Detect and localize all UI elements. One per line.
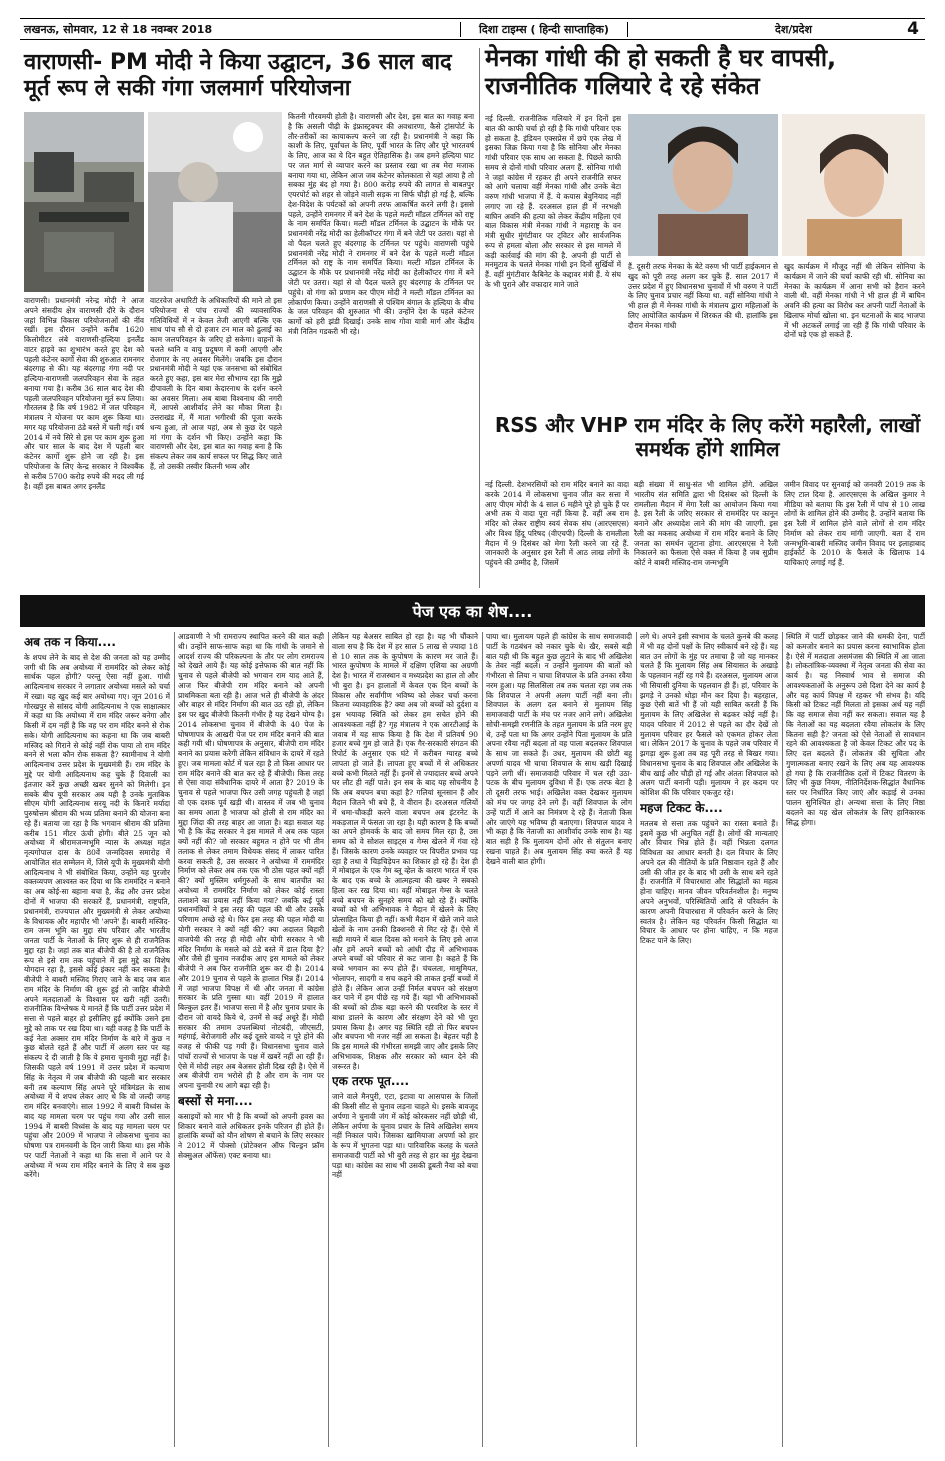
continued-col-2-text: आडवाणी ने भी रामराज्य स्थापित करने की बात कही थी। उन्होंने साफ-साफ कहा था कि गांधी के जमाने से आदर्श राज्य की परिकल्पना के तौर पर लोग रामराज्य को देखते आये हैं। यह कोई इत्तेफाक की बात नहीं कि चुनाव से पहले बीजेपी को भगवान राम याद आते हैं, आज फिर बीजेपी राम मंदिर बनाने को अपनी प्राथमिकता बता रही है। आज भले ही बीजेपी के अंदर और बाहर से मंदिर निर्माण की बात उठ रही हो, लेकिन इस पर खुद बीजेपी कितनी गंभीर है यह देखने योग्य है। 2014 लोकसभा चुनाव में बीजेपी के 40 पेज के घोषणापत्र के आखरी पेज पर राम मंदिर बनाने की बात कही गयी थी। घोषणापत्र के अनुसार, बीजेपी राम मंदिर बनाने का प्रयास करेगी लेकिन संविधान के दायरे में रहते हुए। जब मामला कोर्ट में चल रहा है तो किस आधार पर राम मंदिर बनाने की बात कर रहे हैं बीजेपी। किस तरह से ऐसा वादा संवैधानिक दायरे में आता है? 2019 के चुनाव से पहले भाजपा फिर उसी जगह पहुंचती है जहां वो एक दशक पूर्व खड़ी थी। वास्तव में जब भी चुनाव का समय आता है भाजपा को होली से राम मंदिर का मुद्दा जिंदा की तरह बाहर आ जाता है। बड़ा सवाल यह भी है कि केंद्र सरकार ने इस मामले में अब तक पहल क्यों नहीं की? जो सरकार बहुमत न होने पर भी तीन तलाक से लेकर तमाम विधेयक संसद में लाकर पारित करवा सकती है, उस सरकार ने अयोध्या में राममंदिर निर्माण को लेकर अब तक एक भी ठोस पहल क्यों नहीं की? क्यों मुस्लिम धर्मगुरुओं के साथ बातचीत का अयोध्या में राममंदिर निर्माण को लेकर कोई रास्ता तलाशने का प्रयास नहीं किया गया? जबकि कई पूर्व प्रधानमंत्रियों ने इस तरह की पहल की थी और उसके परिणाम अच्छे रहे थे। फिर इस तरह की पहल मोदी या योगी सरकार ने क्यों नहीं की? क्या अदालत बिहारी वाजपेयी की तरह ही मोदी और योगी सरकार ने भी मंदिर निर्माण के मसले को ठंडे बस्ते में डाल दिया है? और जैसे ही चुनाव नजदीक आए इस मामले को लेकर बीजेपी ने अब फिर राजनीति शुरू कर दी है। 2014 और 2019 चुनाव से पहले के हालात भिन्न हैं। 2014 में जहां भाजपा विपक्ष में थी और जनता में कांग्रेस सरकार के प्रति गुस्सा था। वहीं 2019 में हालात बिल्कुल इतर हैं। भाजपा सत्ता में है और चुनाव प्रचार के दौरान जो वायदे किये थे, उनमें से कई अधूरे हैं। मोदी सरकार की तमाम उपलब्धियां नोटबंदी, जीएसटी, महंगाई, बेरोजगारी और कई दूसरे वायदे न पूरे होने की वजह से फीकी पड़ गयी हैं। विधानसभा चुनाव वाले पांचों राज्यों से भाजपा के पक्ष में खबरें नहीं आ रही हैं। ऐसे में मोदी लहर अब बेअसर होती दिख रही है। ऐसे में अब बीजेपी राम भरोसे ही है और राम के नाम पर अपना चुनावी रथ आगे बढ़ा रही है। bbox=[178, 632, 324, 1091]
maneka-col-1: नई दिल्ली. राजनीतिक गलियारे में इन दिनों इस बात की काफी चर्चा हो रही है कि गांधी परिवार एक हो सकता है. इंडियन एक्सप्रेस में छपे एक लेख में इसका जिक्र किया गया है कि सोनिया और मेनका गांधी परिवार एक साथ आ सकता है. पिछले काफी समय से दोनों गांधी परिवार अलग हैं. सोनिया गांधी ने जहां कांग्रेस में रहकर ही अपने राजनीति सफर को आगे चलाया वहीं मेनका गांधी और उनके बेटा वरुण गांधी भाजपा में हैं. ये कयास बेवुनियाद नहीं लगाए जा रहे हैं. दरअसल हाल ही में नरभक्षी बाघिन अवनि की हत्या को लेकर केंद्रीय महिला एवं बाल विकास मंत्री मेनका गांधी ने महाराष्ट्र के वन मंत्री सुधीर मुंगंटीवार पर ट्विटर और सार्वजनिक रूप से हमला बोला और सरकार से इस मामले में कड़ी कार्रवाई की मांग की है. अपनी ही पार्टी से मनमुटाव के चलते मेनका गांधी इन दिनों सुर्खियों में हैं. वहीं मुंगंटीवार कैबिनेट के कद्दावर मंत्री हैं. ये संघ के भी पुराने और वफादार माने जाते bbox=[485, 114, 621, 290]
continued-col-3 bbox=[332, 632, 478, 1447]
dateline: लखनऊ, सोमवार, 12 से 18 नवम्बर 2018 bbox=[24, 22, 213, 36]
continued-col-3b-text: जाने वाले मैनपुरी, एटा, इटावा या आसपास के जिलों की किसी सीट से चुनाव लड़ना चाहते थे। इसके बावजूद अर्पणा ने चुनावी जंग में कोई कोरकसर नहीं छोड़ी थी, लेकिन अर्पणा के चुनाव प्रचार के लिये अखिलेश समय नहीं निकाल पाये। जिसका खामियाजा अपर्णा को हार के रूप में भुगतना पड़ा था। पारिवारिक कलह के चलते समाजवादी पार्टी को भी बुरी तरह से हार का मुंह देखना पड़ा था। कांग्रेस का साथ भी उसकी डूबती नैया को बचा नहीं bbox=[332, 1092, 478, 1180]
headline-maneka: मेनका गांधी की हो सकती है घर वापसी, राजनीतिक गलियारे दे रहे संकेत bbox=[485, 44, 837, 101]
continued-col-5b-text: मतलब से सत्ता तक पहुंचने का रास्ता बनाते हैं। इसमें कुछ भी अनुचित नहीं है। लोगों की मान्यताएं और विचार भिन्न होते हैं। वहीं भिन्नता दलगत विविधता का आधार बनती है। दल विचार के लिए अपने दल की नीतियों के प्रति निष्ठावान रहते हैं और उसी की जीत हर के बाद भी उसी के साथ बने रहते हैं। राजनीति में विचारधारा और सिद्धांतों का महत्व होना चाहिए। मानव जीवन परिवर्तनशील है। मनुष्य अपने अनुभवों, परिस्थितियों आदि से परिवर्तन के कारण अपनी विचारधारा में परिवर्तन करने के लिए स्वतंत्र है। लेकिन यह परिवर्तन किसी सिद्धांत या विचार के आधार पर होना चाहिए, न कि महज टिकट पाने के लिए। bbox=[640, 818, 778, 946]
rss-col-1: नई दिल्ली. देशभरसियों को राम मंदिर बनाने का वादा करके 2014 में लोकसभा चुनाव जीत कर सत्ता में आए पीएम मोदी के 4 साल 6 महीने पूरे हो चुके हैं पर अभी तक ये वादा पूरा नहीं किया है. वहीं अब राम मंदिर को लेकर राष्ट्रीय स्वयं सेवक संघ (आरएसएस) और विश्व हिंदू परिषद (वीएचपी) दिल्ली के रामलीला मैदान में 9 दिसंबर को मेगा रैली करने जा रहे हैं. जानकारी के अनुसार इस रैली में आठ लाख लोगों के पहुंचने की उम्मीद है, जिसमें bbox=[485, 480, 629, 568]
section-label: देश/प्रदेश bbox=[775, 22, 812, 36]
continued-col-2 bbox=[178, 632, 324, 1447]
divider-vertical bbox=[174, 632, 175, 1447]
rss-col-2: बड़ी संख्या में साधु-संत भी शामिल होंगे. अखिल भारतीय संत समिति द्वारा भी दिसंबर को दिल्ली के रामलीला मैदान में मेगा रैली का आयोजन किया गया है. इस रैली के जरिए सरकार से राममंदिर पर कानून बनाने और अध्यादेश लाने की मांग की जाएगी. इस रैली का मकसद अयोध्या में राम मंदिर बनाने के लिए जनता का समर्थन जुटाना होगा. आरएसएस ने रैली निकालने का फैसला ऐसे वक्त में किया है जब सुप्रीम कोर्ट ने बाबरी मस्जिद-राम जन्मभूमि bbox=[634, 480, 778, 568]
varanasi-col-1: वाराणसी। प्रधानमंत्री नरेन्द्र मोदी ने आज अपने संसदीय क्षेत्र वाराणसी दौरे के दौरान जहां विभिन्न विकास परियोजनाओं की नींव रखीं। इस दौरान उन्होंने करीब 1620 किलोमीटर लंबे वाराणसी-हल्दिया इनलैंड वाटर हाइवे का शुभारंभ करते हुए देश को पहली कंटेनर कार्गो सेवा की शुरुआत रामनगर बंदरगाह से की। यह बंदरगाह गंगा नदी पर हल्दिया-वाराणसी जलपरिवहन सेवा के तहत बनाया गया है। करीब 36 साल बाद देश की पहली जलपरिवहन परियोजना मूर्त रूप लिया। गौरतलब है कि वर्ष 1982 में जल परिवहन मंत्रालय ने योजना पर काम शुरू किया था। मगर यह परियोजना ठंडे बस्ते में चली गई। वर्ष 2014 में नये सिरे से इस पर काम शुरू हुआ और चार साल के बाद देश में पहली बार कंटेनर कार्गो शुरू होने जा रही है। इस परियोजना के लिए केन्द्र सरकार ने विश्वबैंक से करीब 5700 करोड़ रुपये की मदद ली गई है। वहीं इस बाबत अगर इनलैंड bbox=[24, 296, 144, 491]
divider-vertical bbox=[636, 632, 637, 1447]
divider-vertical bbox=[482, 632, 483, 1447]
continued-col-1 bbox=[24, 632, 170, 1447]
divider-vertical bbox=[479, 48, 480, 588]
photo-sonia-gandhi bbox=[782, 114, 925, 256]
maneka-portrait bbox=[628, 114, 778, 256]
subhead-ab-tak: अब तक न किया.... bbox=[24, 635, 116, 649]
continued-col-2b-text: कसाइयों को मार भी है कि बच्चों को अपनी हवस का शिकार बनाने वाले अधिकतर इनके परिजन ही होते हैं। हालांकि बच्चों को यौन शोषण से बचाने के लिए सरकार ने 2012 में पोक्सो (प्रोटेक्शन ऑफ चिल्ड्रन फ्रॉम सेक्सुअल ऑफेंस) एक्ट बनाया था। bbox=[178, 1111, 324, 1160]
continued-banner bbox=[20, 595, 925, 627]
continued-col-5 bbox=[640, 632, 778, 1447]
pm-speech-image bbox=[148, 112, 282, 292]
page-number: 4 bbox=[907, 19, 919, 39]
continued-col-5-text: लगे थे। अपने इसी स्वभाव के चलते कुनबे की कलह में भी वह दोनों पक्षों के लिए स्वीकार्य बने रहे हैं। यह बात उन लोगों के मुंह पर तमाचा है जो यह मानकर चलते हैं कि मुलायम सिंह अब सियासत के अखाड़े के पहलवान नहीं रह गये हैं। दरअसल, मुलायम आज भी सियासी दुनिया के पहलवान ही हैं। हां, परिवार के झगड़े ने उनको थोड़ा मौन कर दिया है। बहरहाल, कुछ ऐसी बातें भी हैं जो यही साबित करती हैं कि मुलायम के लिए अखिलेश से बढ़कर कोई नहीं है। यादव परिवार में 2012 से पहले का दौर देखें तो मुलायम परिवार हर फैसले को एकमत होकर लेता था। लेकिन 2017 के चुनाव के पहले जब परिवार में झगड़ा शुरू हुआ तब वह पूरी तरह से बिखर गया। विधानसभा चुनाव के बाद शिवपाल और अखिलेश के बीच खाई और चौड़ी हो गई और अंततः शिवपाल को अलग पार्टी बनानी पड़ी। मुलायम ने हर कदम पर कोशिश की कि परिवार एकजुट रहे। bbox=[640, 632, 778, 798]
river-port-image bbox=[24, 112, 144, 292]
divider-vertical bbox=[328, 632, 329, 1447]
continued-col-6: स्थिति में पार्टी छोड़कर जाने की धमकी देना, पार्टी को कमजोर बनाने का प्रयास करना स्वाभाविक होता है। ऐसे में मतदाता असमंजस की स्थिति में आ जाता है। लोकतांत्रिक-व्यवस्था में नेतृत्व जनता की सेवा का कार्य है। यह निस्वार्थ भाव से समाज की आवश्यकताओं के अनुरूप उसे दिशा देने का कार्य है और यह कार्य विपक्ष में रहकर भी संभव है। यदि किसी को टिकट नहीं मिलता तो इसका अर्थ यह नहीं कि वह समाज सेवा नहीं कर सकता। सवाल यह है कि नेताओं का यह बदलता रवैया लोकतंत्र के लिए कितना सही है? जनता को ऐसे नेताओं से सावधान रहने की आवश्यकता है जो केवल टिकट और पद के लिए दल बदलते हैं। लोकतंत्र की सुचिता और गुणात्मकता बनाए रखने के लिए अब यह आवश्यक हो गया है कि राजनीतिक दलों में टिकट वितरण के लिए भी कुछ नियम, नीतिनिर्देशक-सिद्धांत वैधानिक स्तर पर निर्धारित किए जाएं और कड़ाई से उनका पालन सुनिश्चित हो। अन्यथा सत्ता के लिए निष्ठा बदलने का यह खेल लोकतंत्र के लिए हानिकारक सिद्ध होगा। bbox=[786, 632, 925, 827]
subhead-mahaj-ticket: महज टिकट के.... bbox=[640, 801, 723, 816]
page-header bbox=[20, 18, 925, 40]
divider-vertical bbox=[782, 632, 783, 1447]
maneka-col-2: हैं. दूसरी तरफ मेनका के बेटे वरुण भी पार्टी हाईकमान से खुद को पूरी तरह अलग कर चुके हैं. साल 2017 में उत्तर प्रदेश में हुए विधानसभा चुनावों में भी वरुण ने पार्टी के लिए चुनाव प्रचार नहीं किया था. वहीं सोनिया गांधी ने भी हाल ही में मेनका गांधी के मंत्रालय द्वारा महिलाओं के लिए आयोजित कार्यक्रम में शिरकत की थी. हालांकि इस दौरान मेनका गांधी bbox=[628, 262, 778, 330]
paper-name: दिशा टाइम्स ( हिन्दी साप्ताहिक) bbox=[460, 22, 628, 37]
photo-modi-ganga bbox=[24, 112, 144, 292]
banner-text: पेज एक का शेष.... bbox=[412, 602, 533, 621]
continued-col-3-text: लेकिन यह बेअसर साबित हो रहा है। यह भी चौंकाने वाला सच है कि देश में हर साल 5 लाख से ज्यादा 18 से 10 साल तक के कुपोषण के कारण मर जाते हैं। भारत कुपोषण के मामले में दक्षिण एशिया का अग्रणी देश है। भारत में राजस्थान व मध्यप्रदेश का हाल तो और भी बुरा है। इन हालातों में केवल एक दिन बच्चों के विकास और सर्वांगीण भविष्य को लेकर चर्चा करना कितना व्यावहारिक है? क्या अब जो बच्चों को दुर्दशा व इस भयावह स्थिति को लेकर हम सचेत होने की आवश्यकता नहीं है? गृह मंत्रालय ने एक आरटीआई के जवाब में यह साफ किया है कि देश में प्रतिवर्ष 90 हजार बच्चे गुम हो जाते हैं। एक गैर-सरकारी संगठन की रिपोर्ट के अनुसार एक घंटे में करीबन ग्यारह बच्चे लापता हो जाते हैं। लापता हुए बच्चों में से अधिकतर बच्चे कभी मिलते नहीं हैं। इनमें से ज्यादातर बच्चे अपने घर लौट ही नहीं पाते। इन सब के बाद यह सोचनीय है कि अब बचपन बचा कहां है? गलियां सूनसान हैं और मैदान जितने भी बचे हैं, वे वीरान हैं। दरअसल गलियों में धमा-चौकड़ी करने वाला बचपन अब इंटरनेट के मकड़जाल में फंसता जा रहा है। यही कारण है कि बच्चों का अपने होमवर्क के बाद जो समय मिल रहा है, उस समय को वे सोशल साइट्स व गेम्स खेलने में गंवा रहे हैं। जिसके कारण उनके व्यवहार पर विपरीत प्रभाव पड़ रहा है तथा वे चिड़चिड़ेपन का शिकार हो रहे हैं। देश ही में मोबाइल के एक गेम ब्लू व्हेल के कारण भारत में एक के बाद एक बच्चे के आत्महत्या की खबर ने सबको हिला कर रख दिया था। वहीं मोबाइल गेम्स के चलते बच्चे बचपन के सुनहरे समय को खो रहे हैं। क्योंकि बच्चों को भी अभिभावक ने मैदान में खेलने के लिए प्रोत्साहित किया ही नहीं। कभी मैदान में खेले जाने वाले खेलों के नाम उनकी डिक्शनरी से मिट रहे हैं। ऐसे में सही मायने में बाल दिवस को मनाने के लिए इसे आज और हमें अपने बच्चों को आंधी दौड़ में अभिभावक अपने बच्चों को परिवार से कट जाना है। कहते हैं कि बच्चे भगवान का रूप होते हैं। चंचलता, मासूमियत, भोलापन, सादगी व सच कहने की ताकत इन्हीं बच्चों में होते हैं। लेकिन आज उन्हीं निर्मल बचपन को संरक्षण कर पाने में हम पीछे रह गये हैं। यहां भी अभिभावकों की बच्चों को ठीक बड़ा करने की परवरिश के स्तर में बाधा डालने के कारण और संरक्षण देने को भी पूरा प्रयास किया है। अगर यह स्थिति रही तो फिर बचपन और बचपना भी नजर नहीं आ सकता है। बेहतर यही है कि इस मामले की गंभीरता समझी जाए और इसके लिए अभिभावक, शिक्षक और सरकार को ध्यान देने की जरूरत है। bbox=[332, 632, 478, 1071]
subhead-ek-taraf: एक तरफ पूत.... bbox=[332, 1074, 410, 1089]
varanasi-col-3: कितनी गौरवमयी होती है। वाराणसी और देश, इस बात का गवाह बना है कि असली पीढ़ी के इंफ्रास्ट्रक्चर की अवधारणा, कैसे ट्रांसपोर्ट के तौर-तरीकों का कायाकल्प करने जा रही है। प्रधानमंत्री ने कहा कि काशी के लिए, पूर्वांचल के लिए, पूर्वी भारत के लिए और पूरे भारतवर्ष के लिए, आज का ये दिन बहुत ऐतिहासिक है। जब हमने हल्दिया घाट पर जल मार्ग से व्यापार करने का प्रस्ताव रखा था तब मेरा मजाक बनाया गया था, लेकिन आज जब कंटेनर कोलकाता से यहां आया है तो सबका मुंह बंद हो गया है। 800 करोड़ रुपये की लागत से बाबतपुर एयरपोर्ट को शहर से जोड़ने वाली सड़क ना सिर्फ चौड़ी हो गई है, बल्कि देश-विदेश के पर्यटकों को अपनी तरफ आकर्षित करने लगी है। इससे पहले, उन्होंने रामनगर में बने देश के पहले मल्टी मॉडल टर्मिनल को राष्ट्र के नाम समर्पित किया। मल्टी मॉडल टर्मिनल के उद्घाटन के मौके पर प्रधानमंत्री नरेंद्र मोदी का हेलीकॉप्टर गंगा में बने जेटी पर उतरा। यहां से वो पैदल चलते हुए बंदरगाह के टर्मिनल पर पहुंचे। वाराणसी पहुंचे प्रधानमंत्री नरेंद्र मोदी ने रामनगर में बने देश के पहले मल्टी मॉडल टर्मिनल को राष्ट्र के नाम समर्पित किया। मल्टी मॉडल टर्मिनल के उद्घाटन के मौके पर प्रधानमंत्री नरेंद्र मोदी का हेलीकॉप्टर गंगा में बने जेटी पर उतरा। यहां से वो पैदल चलते हुए बंदरगाह के टर्मिनल पर पहुंचे। वो गंगा को प्रणाम कर पीएम मोदी ने मल्टी मॉडल टर्मिनल का लोकार्पण किया। उन्होंने वाराणसी से पश्चिम बंगाल के हल्दिया के बीच के जल परिवहन की शुरुआत भी की। उन्होंने देश के पहले कंटेनर कार्गो को हरी झंडी दिखाई। उनके साथ गोवा यात्री मार्ग और केंद्रीय मंत्री नितिन गडकरी भी रहे। bbox=[288, 112, 474, 336]
maneka-col-3: खुद कार्यक्रम में मौजूद नहीं थी लेकिन सोनिया के कार्यक्रम में जाने की चर्चा काफी रही थी. सोनिया का मेनका के कार्यक्रम में आना सभी को हैरान करने वाली थी. वहीं मेनका गांधी ने भी हाल ही में बाघिन अवनि की हत्या का विरोध कर अपनी पार्टी नेताओं के खिलाफ मोर्चा खोला था. इन घटनाओं के बाद भाजपा में भी अटकलें लगाई जा रही हैं कि गांधी परिवार के दोनों घड़े एक हो सकते हैं. bbox=[784, 262, 925, 340]
rss-col-3: जमीन विवाद पर सुनवाई को जनवरी 2019 तक के लिए टाल दिया है. आरएसएस के अखिल कुमार ने मीडिया को बताया कि इस रैली में पांच से 10 लाख लोगों के शामिल होने की उम्मीद है. उन्होंने बताया कि इस रैली में शामिल होने वाले लोगों से राम मंदिर निर्माण को लेकर राय मांगी जाएगी. बता दें राम जन्मभूमि-बाबरी मस्जिद जमीन विवाद पर इलाहाबाद हाईकोर्ट के 2010 के फैसले के खिलाफ 14 याचिकाएं लगाई गई हैं. bbox=[784, 480, 925, 568]
sonia-portrait bbox=[782, 114, 925, 256]
headline-rss: RSS और VHP राम मंदिर के लिए करेंगे महारैली, लाखों समर्थक होंगे शामिल bbox=[494, 413, 921, 461]
continued-col-1-text: के शपथ लेने के बाद से देश की जनता को यह उम्मीद जगी थी कि अब अयोध्या में राममंदिर को लेकर कोई सार्थक पहल होगी? परन्तु ऐसा नहीं हुआ. गांधी आदित्यनाथ सरकार ने लगातार अयोध्या मसले को चर्चा में रखा। यह खुद कई बार अयोध्या गए। जून 2016 में गोरखपुर से सांसद योगी आदित्यनाथ ने एक साक्षात्कार में कहा था कि अयोध्या में राम मंदिर जरूर बनेगा और किसी में दम नहीं है कि वह पर राम मंदिर बनने से रोक सके। योगी आदित्यनाथ का कहना था कि जब बाबरी मस्जिद को गिराने से कोई नहीं रोक पाया तो राम मंदिर बनने से भला कौन रोक सकता है? स्वामीनाथ ने योगी आदित्यनाथ उत्तर प्रदेश के मुख्यमंत्री हैं। राम मंदिर के मुद्दे पर योगी आदित्यनाथ कह चुके हैं दिवाली का इंतजार करें कुछ अच्छी खबर सुनने को मिलेगी। इन सबके बीच यूपी सरकार अब यही है उनके मुताबिक सीएम योगी आदित्यनाथ सरयू नदी के किनारे मर्यादा पुरुषोत्तम श्रीराम की भव्य प्रतिमा बनाने की योजना बना रहे हैं। बताया जा रहा है कि भगवान श्रीराम की प्रतिमा करीब 151 मीटर ऊंची होगी। बीते 25 जून को अयोध्या में श्रीरामजन्मभूमि न्यास के अध्यक्ष महंत नृत्यगोपाल दास के 80वें जन्मदिवस समारोह में आयोजित संत सम्मेलन में, जिसे यूपी के मुख्यमंत्री योगी आदित्यनाथ ने भी संबोधित किया, उन्होंने यह पुरजोर वक्तव्यपण आश्वस्त कर दिया था कि राममंदिर न बनाने का अब कोई-सा बहाना बचा है, केंद्र और उत्तर प्रदेश दोनों में भाजपा की सरकारें हैं, प्रधानमंत्री, राष्ट्रपति, प्रधानमंत्री, राज्यपाल और मुख्यमंत्री से लेकर अयोध्या के विधायक और महापौर भी 'अपने' हैं। बाबरी मस्जिद-राम जन्म भूमि का मुद्दा संघ परिवार और भारतीय जनता पार्टी के नेताओं के लिए शुरू से ही राजनैतिक मुद्दा रहा है। जहां तक बात बीजेपी की है तो राजनैतिक रूप से इसे राम तक पहुंचाने में इस मुद्दे का विशेष योगदान रहा है, इससे कोई इंकार नहीं कर सकता है। बीजेपी ने बाबरी मस्जिद गिराए जाने के बाद जब बात राम मंदिर के निर्माण की शुरू हुई तो जाहिर बीजेपी अपने मतदाताओं के विश्वास पर खरी नहीं उतरी। राजनीतिक विश्लेषक ये मानते हैं कि पार्टी उत्तर प्रदेश में सत्ता से पहले बाहर हो इसीलिए हुई क्योंकि उसने इस मुद्दे को ताक पर रख दिया था। यही वजह है कि पार्टी के कई नेता अक्सर राम मंदिर निर्माण के बारे में कुछ न कुछ बोलते रहते हैं और पार्टी में अलग स्तर पर यह संकल्प दे दी जाती है कि ये हमारा चुनावी मुद्दा नहीं है। जिसकी पहले वर्ष 1991 में उत्तर प्रदेश में कल्याण सिंह के नेतृत्व में जब बीजेपी की पहली बार सरकार बनी तब कल्याण सिंह अपने पूरे मंत्रिमंडल के साथ अयोध्या में ये शपथ लेकर आए थे कि वो जल्दी जगह राम मंदिर बनवाएंगे। साल 1992 में बाबरी विध्वंस के बाद यह मामला चरम पर पहुंच गया और उसी साल 1994 में बाबरी विध्वंस के बाद यह मामला चरम पर पहुंचा और 2009 में भाजपा ने लोकसभा चुनाव का घोषणा पत्र रामनवमी के दिन जारी किया था। इस मौके पर पार्टी नेताओं ने कहा था कि सत्ता में आने पर वे अयोध्या में भव्य राम मंदिर बनाने के लिए वे सब कुछ करेंगे। bbox=[24, 652, 170, 1180]
photo-maneka-gandhi bbox=[628, 114, 778, 256]
varanasi-col-2: वाटरवेज अथारिटी के अधिकारियों की माने तो इस परियोजना से पांच राज्यों की व्यावसायिक गतिविधियों में न केवल तेजी आएगी बल्कि एक साथ पांच सौ से दो हजार टन माल को ढुलाई का काम जलपरिवहन के जरिए हो सकेगा। वाहनों के चलते ध्वनि व वायु प्रदूषण में कमी आएगी और रोजगार के नए अवसर मिलेंगे। जबकि इस दौरान प्रधानमंत्री मोदी ने यहां एक जनसभा को संबोधित करते हुए कहा, इस बार मेरा सौभाग्य रहा कि मुझे दीपावली के दिन बाबा केदारनाथ के दर्शन करने का अवसर मिला। अब बाबा विश्वनाथ की नगरी में, आपसे आशीर्वाद लेने का मौका मिला है। उत्तराखंड में, मैं माता भगीरथी की पूजा करके धन्य हुआ, तो आज यहां, अब से कुछ देर पहले मां गंगा के दर्शन भी किए। उन्होंने कहा कि वाराणसी और देश, इस बात का गवाह बना है कि संकल्प लेकर जब कार्य सफल पर सिद्ध किए जाते हैं, तो उसकी तस्वीर कितनी भव्य और bbox=[150, 296, 282, 472]
subhead-bachchon: बस्सों से मना.... bbox=[178, 1093, 253, 1108]
continued-col-4: पाया था। मुलायम पहले ही कांग्रेस के साथ समाजवादी पार्टी के गठबंधन को नकार चुके थे। खैर, सबसे बड़ी बात यही थी कि बहुत कुछ लुटाने के बाद भी अखिलेश के तेवर नहीं बदले। न उन्होंने मुलायम की बातों को गंभीरता से लिया न चाचा शिवपाल के प्रति उनका रवैया नरम हुआ। यह सिलसिला तब तक चलता रहा जब तक कि शिवपाल ने अपनी अलग पार्टी नहीं बना ली। शिवपाल के अलग दल बनाने से मुलायम सिंह समाजवादी पार्टी के मंच पर नजर आने लगे। अखिलेश सोची-समझी रणनीति के तहत मुलायम के प्रति नरम हुए थे, उन्हें पता था कि अगर उन्होंने पिता मुलायम के प्रति अपना रवैया नहीं बदला तो वह पाला बदलकर शिवपाल के साथ जा सकते हैं। उधर, मुलायम की छोटी बहु अपर्णा यादव भी चाचा शिवपाल के साथ खड़ी दिखाई पड़ने लगी थीं। समाजवादी परिवार में चल रही उठा-पटक के बीच मुलायम दुविधा में हैं। एक तरफ बेटा है तो दूसरी तरफ भाई। अखिलेश वक्त देखकर मुलायम को मंच पर जगह देने लगे हैं। वहीं शिवपाल के लोग उन्हें पार्टी में आने का निमंत्रण दे रहे हैं। नेताजी किस ओर जाएंगे यह भविष्य ही बताएगा। शिवपाल यादव ने भी कहा है कि नेताजी का आशीर्वाद उनके साथ है। यह बात सही है कि मुलायम दोनों ओर से संतुलन बनाए रखना चाहते हैं। अब मुलायम सिंह क्या करते हैं यह देखने वाली बात होगी। bbox=[486, 632, 632, 866]
headline-varanasi: वाराणसी- PM मोदी ने किया उद्घाटन, 36 साल बाद मूर्त रूप ले सकी गंगा जलमार्ग परियोजना bbox=[24, 50, 452, 101]
photo-modi-speech bbox=[148, 112, 282, 292]
